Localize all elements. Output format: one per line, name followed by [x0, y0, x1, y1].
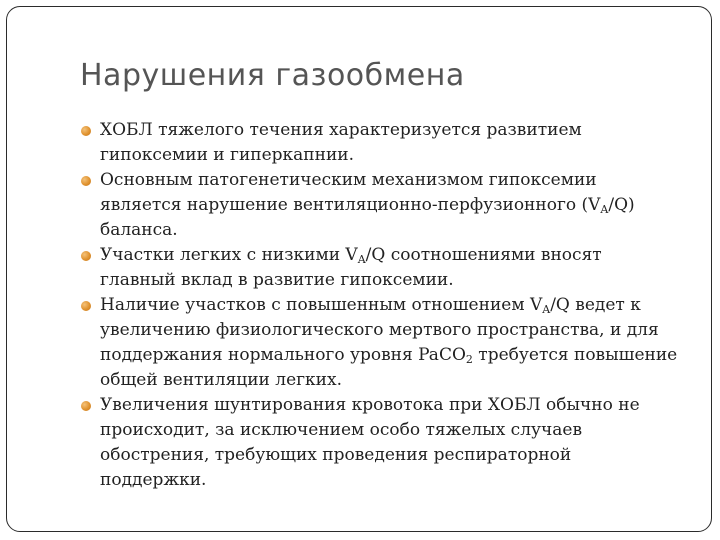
bullet-text-part: /Q ведет к увеличению физиологического мертвого пространства, и для поддержания нормального уровня PaCO [100, 295, 659, 365]
bullet-text-part: Наличие участков с повышенным отношением V [100, 295, 543, 315]
subscript: A [357, 253, 366, 266]
bullet-text-part: требуется повышение общей вентиляции легких. [100, 345, 678, 390]
bullet-text-part: Участки легких с низкими V [100, 245, 358, 265]
bullet-text-part: Основным патогенетическим механизмом гипоксемии является нарушение вентиляционно-перфузионного (V [100, 170, 601, 215]
subscript: A [600, 203, 609, 216]
bullet-dot-icon [81, 126, 91, 136]
subscript: A [542, 303, 551, 316]
bullet-item [80, 168, 680, 243]
bullet-text-part: /Q соотношениями вносят главный вклад в развитие гипоксемии. [100, 245, 602, 290]
bullet-text-part: /Q) баланса. [100, 195, 635, 240]
bullet-item [80, 393, 680, 493]
bullet-item [80, 293, 680, 393]
slide-title: Нарушения газообмена [80, 58, 465, 93]
bullet-dot-icon [81, 301, 91, 311]
bullet-dot-icon [81, 401, 91, 411]
bullet-dot-icon [81, 251, 91, 261]
bullet-list [80, 118, 680, 493]
bullet-item [80, 118, 680, 168]
bullet-item [80, 243, 680, 293]
subscript: 2 [465, 353, 473, 366]
bullet-text: Увеличения шунтирования кровотока при ХОБЛ обычно не происходит, за исключением особо тяжелых случаев обострения, требующих проведения респираторной поддержки. [100, 395, 640, 490]
bullet-dot-icon [81, 176, 91, 186]
bullet-text: ХОБЛ тяжелого течения характеризуется развитием гипоксемии и гиперкапнии. [100, 120, 582, 165]
